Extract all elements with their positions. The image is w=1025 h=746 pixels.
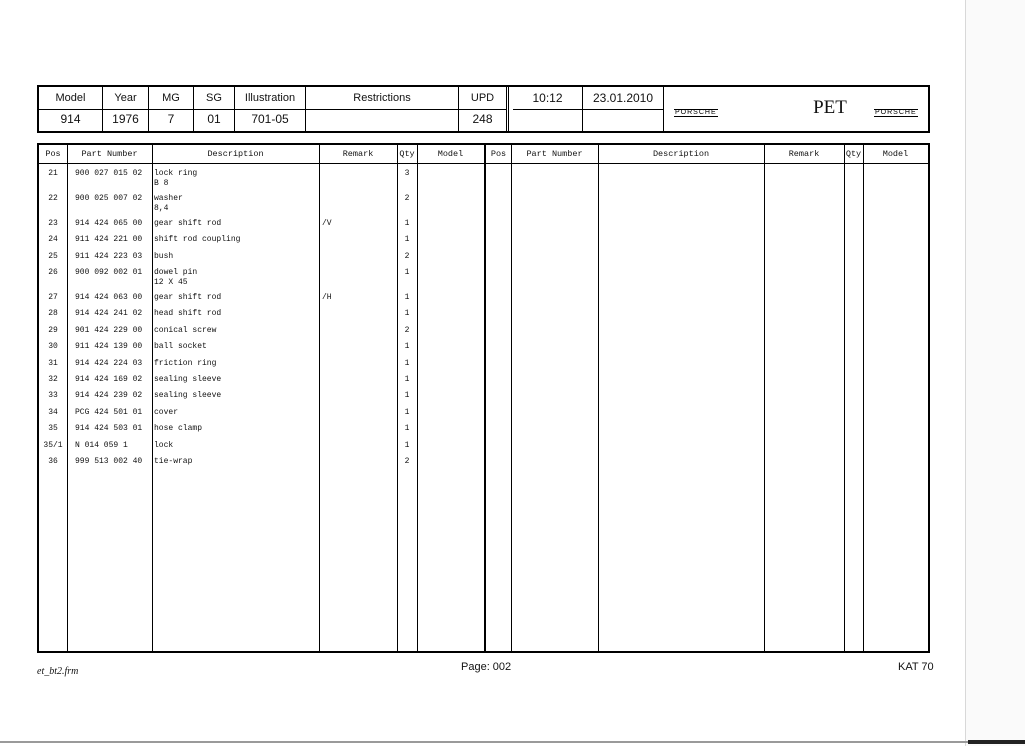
- row-description: gear shift rod: [154, 293, 222, 302]
- scan-edge: [0, 741, 1025, 743]
- col-header-pos: Pos: [490, 149, 507, 159]
- row-part-number: 900 025 007 02: [75, 194, 143, 203]
- header-cell-year: [103, 87, 149, 131]
- row-description: shift rod coupling: [154, 235, 241, 244]
- row-qty: 1: [404, 441, 410, 450]
- row-qty: 1: [404, 391, 410, 400]
- row-part-number: 914 424 169 02: [75, 375, 143, 384]
- row-qty: 1: [404, 375, 410, 384]
- header-value: 248: [472, 112, 493, 126]
- row-part-number: 914 424 241 02: [75, 309, 143, 318]
- row-qty: 1: [404, 408, 410, 417]
- row-part-number: 911 424 221 00: [75, 235, 143, 244]
- header-label: UPD: [470, 92, 495, 104]
- row-description: friction ring: [154, 359, 217, 368]
- page-number: Page: 002: [461, 661, 512, 673]
- row-qty: 3: [404, 169, 410, 178]
- header-label: Restrictions: [353, 92, 411, 104]
- row-pos: 32: [48, 375, 58, 384]
- header-cell-sg: [194, 87, 235, 131]
- row-pos: 24: [48, 235, 58, 244]
- header-label: Model: [55, 92, 86, 104]
- row-pos: 23: [48, 219, 58, 228]
- header-cell-date: [583, 87, 664, 131]
- col-header-pos: Pos: [45, 149, 61, 159]
- row-description: lock ring: [154, 169, 198, 178]
- row-description: conical screw: [154, 326, 217, 335]
- row-pos: 31: [48, 359, 58, 368]
- row-description: sealing sleeve: [154, 375, 222, 384]
- row-qty: 1: [404, 268, 410, 277]
- row-description: tie-wrap: [154, 457, 193, 466]
- row-pos: 36: [48, 457, 58, 466]
- header-label: SG: [206, 92, 222, 104]
- header-cell-upd: [459, 87, 509, 131]
- header-value: 1976: [112, 112, 139, 126]
- row-qty: 2: [404, 194, 410, 203]
- row-pos: 29: [48, 326, 58, 335]
- row-pos: 34: [48, 408, 58, 417]
- row-qty: 1: [404, 342, 410, 351]
- row-qty: 1: [404, 359, 410, 368]
- row-part-number: 999 513 002 40: [75, 457, 143, 466]
- row-qty: 2: [404, 326, 410, 335]
- row-part-number: 911 424 223 03: [75, 252, 143, 261]
- row-part-number: N 014 059 1: [75, 441, 128, 450]
- row-description: lock: [154, 441, 174, 450]
- catalog-header: [37, 85, 930, 133]
- row-qty: 1: [404, 219, 410, 228]
- row-part-number: 914 424 239 02: [75, 391, 143, 400]
- row-pos: 30: [48, 342, 58, 351]
- porsche-logo-left: PORSCHE: [675, 109, 717, 116]
- col-header-part-number: Part Number: [81, 149, 138, 159]
- row-pos: 33: [48, 391, 58, 400]
- row-pos: 35/1: [43, 441, 63, 450]
- col-header-description: Description: [652, 149, 710, 159]
- row-pos: 35: [48, 424, 58, 433]
- header-date: 23.01.2010: [592, 91, 654, 105]
- col-header-model: Model: [882, 149, 909, 159]
- col-header-description: Description: [207, 149, 264, 159]
- row-qty: 2: [404, 252, 410, 261]
- row-qty: 2: [404, 457, 410, 466]
- row-part-number: 900 027 015 02: [75, 169, 143, 178]
- row-part-number: 914 424 063 00: [75, 293, 143, 302]
- row-description-detail: 8,4: [154, 204, 169, 213]
- app-title: PET: [813, 97, 847, 118]
- scan-margin: [965, 0, 1025, 746]
- header-cell-restrictions: [306, 87, 459, 131]
- row-part-number: 914 424 503 01: [75, 424, 143, 433]
- form-filename: et_bt2.frm: [37, 666, 79, 677]
- row-part-number: 901 424 229 00: [75, 326, 143, 335]
- row-qty: 1: [404, 424, 410, 433]
- row-description: cover: [154, 408, 179, 417]
- porsche-logo-right: PORSCHE: [875, 109, 917, 116]
- row-qty: 1: [404, 293, 410, 302]
- row-pos: 26: [48, 268, 58, 277]
- row-description: bush: [154, 252, 174, 261]
- header-cell-model: [39, 87, 103, 131]
- header-time: 10:12: [532, 91, 563, 105]
- row-part-number: 914 424 065 00: [75, 219, 143, 228]
- col-header-qty: Qty: [399, 149, 415, 159]
- row-description: dowel pin: [154, 268, 198, 277]
- header-cell-mg: [149, 87, 194, 131]
- header-value: 7: [167, 112, 175, 126]
- header-label: MG: [162, 92, 180, 104]
- header-value: 01: [207, 112, 221, 126]
- row-remark: /V: [322, 219, 332, 228]
- header-value: 914: [60, 112, 81, 126]
- col-header-part-number: Part Number: [526, 149, 583, 159]
- parts-table: [37, 143, 930, 653]
- row-description: hose clamp: [154, 424, 203, 433]
- row-part-number: PCG 424 501 01: [75, 408, 143, 417]
- row-part-number: 911 424 139 00: [75, 342, 143, 351]
- row-description: washer: [154, 194, 183, 203]
- row-part-number: 914 424 224 03: [75, 359, 143, 368]
- col-header-model: Model: [437, 149, 464, 159]
- col-header-qty: Qty: [845, 149, 862, 159]
- row-description: gear shift rod: [154, 219, 222, 228]
- row-pos: 25: [48, 252, 58, 261]
- header-label: Illustration: [244, 92, 296, 104]
- scan-edge-mark: [968, 740, 1025, 744]
- col-header-remark: Remark: [342, 149, 374, 159]
- header-value: 701-05: [251, 112, 289, 126]
- header-cell-illustration: [235, 87, 306, 131]
- row-description: ball socket: [154, 342, 207, 351]
- row-qty: 1: [404, 309, 410, 318]
- row-pos: 27: [48, 293, 58, 302]
- header-label: Year: [114, 92, 137, 104]
- catalog-id: KAT 70: [898, 661, 934, 673]
- row-description-detail: 12 X 45: [154, 278, 188, 287]
- row-description: head shift rod: [154, 309, 222, 318]
- row-description: sealing sleeve: [154, 391, 222, 400]
- row-description-detail: B 8: [154, 179, 169, 188]
- row-pos: 28: [48, 309, 58, 318]
- row-pos: 21: [48, 169, 58, 178]
- row-pos: 22: [48, 194, 58, 203]
- row-remark: /H: [322, 293, 332, 302]
- header-cell-time: [513, 87, 583, 131]
- row-qty: 1: [404, 235, 410, 244]
- row-part-number: 900 092 002 01: [75, 268, 143, 277]
- col-header-remark: Remark: [788, 149, 820, 159]
